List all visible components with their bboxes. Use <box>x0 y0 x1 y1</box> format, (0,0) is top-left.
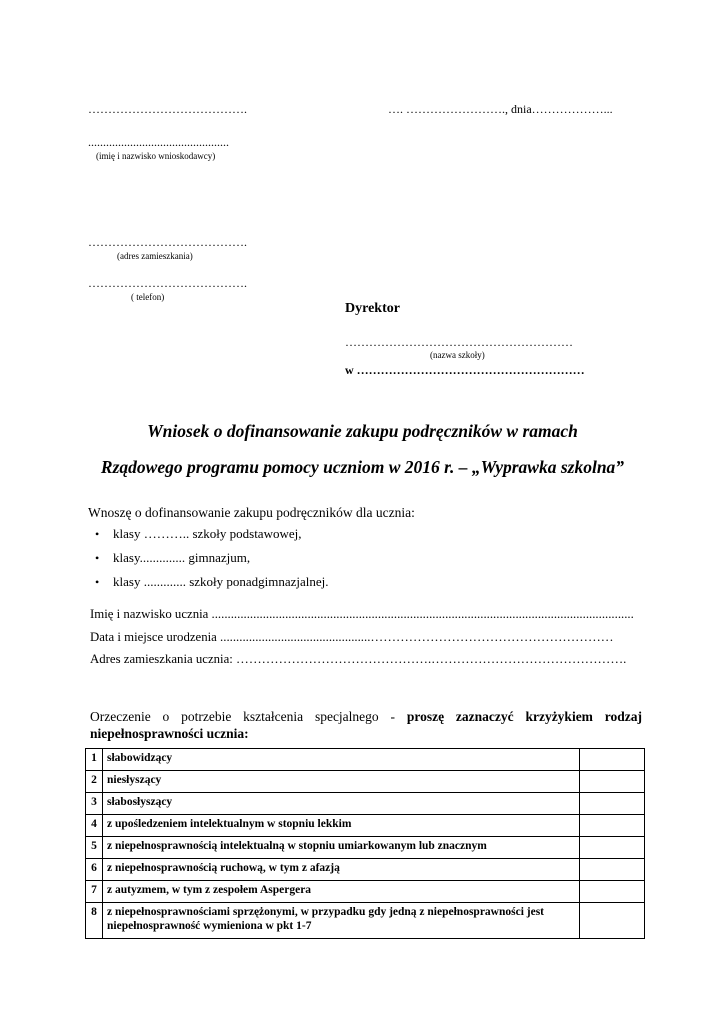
student-address-field[interactable]: Adres zamieszkania ucznia: ……………………………………….………………………………………. <box>90 652 627 666</box>
table-row <box>86 815 645 837</box>
table-row <box>86 859 645 881</box>
class-item-gymnasium[interactable] <box>95 546 329 570</box>
bullet-icon: • <box>95 527 100 541</box>
mark-checkbox[interactable] <box>580 837 645 859</box>
instruction-text: Orzeczenie o potrzebie kształcenia specjalnego - <box>90 709 407 724</box>
row-number: 1 <box>86 749 103 771</box>
class-item-secondary[interactable] <box>95 570 329 594</box>
disability-table <box>85 748 645 939</box>
bullet-icon: • <box>95 575 100 589</box>
row-label: słabosłyszący <box>103 793 580 815</box>
student-birth-field[interactable]: Data i miejsce urodzenia ...............................................………………………………………………… <box>90 630 614 644</box>
instruction-emphasis: proszę zaznaczyć krzyżykiem rodzaj niepełnosprawności ucznia: <box>90 709 642 741</box>
school-name-field[interactable]: ………………………………………………… <box>345 335 573 349</box>
applicant-phone-field[interactable]: …………………………………. <box>88 276 247 290</box>
class-item-label: klasy.............. gimnazjum, <box>113 550 251 565</box>
document-title-line1: Wniosek o dofinansowanie zakupu podręczników w ramach <box>147 421 578 441</box>
row-number: 4 <box>86 815 103 837</box>
row-label: z upośledzeniem intelektualnym w stopniu lekkim <box>103 815 580 837</box>
bullet-icon: • <box>95 551 100 565</box>
school-location-field[interactable]: w ………………………………………………… <box>345 363 585 377</box>
class-item-label: klasy ……….. szkoły podstawowej, <box>113 526 302 541</box>
applicant-phone-caption: ( telefon) <box>131 292 165 302</box>
row-label: z niepełnosprawnością ruchową, w tym z afazją <box>103 859 580 881</box>
row-number: 2 <box>86 771 103 793</box>
row-number: 5 <box>86 837 103 859</box>
mark-checkbox[interactable] <box>580 881 645 903</box>
student-name-field[interactable]: Imię i nazwisko ucznia .................................................................................................................................... <box>90 607 634 621</box>
applicant-name-field[interactable]: ............................................... <box>88 135 229 149</box>
applicant-address-caption: (adres zamieszkania) <box>117 251 193 261</box>
row-number: 3 <box>86 793 103 815</box>
class-item-primary[interactable] <box>95 522 329 546</box>
mark-checkbox[interactable] <box>580 859 645 881</box>
row-label: z niepełnosprawnościami sprzężonymi, w przypadku gdy jedną z niepełnosprawności jest niepełnosprawność wymieniona w pkt 1-7 <box>103 903 580 939</box>
table-row <box>86 903 645 939</box>
row-number: 6 <box>86 859 103 881</box>
document-title-line2: Rządowego programu pomocy uczniom w 2016 r. – „Wyprawka szkolna” <box>100 457 625 477</box>
place-date-field[interactable]: …. ……………………., dnia………………... <box>388 102 613 116</box>
class-item-label: klasy ............. szkoły ponadgimnazjalnej. <box>113 574 329 589</box>
row-label: słabowidzący <box>103 749 580 771</box>
school-name-caption: (nazwa szkoły) <box>430 350 485 360</box>
applicant-address-field[interactable]: …………………………………. <box>88 235 247 249</box>
row-label: niesłyszący <box>103 771 580 793</box>
mark-checkbox[interactable] <box>580 771 645 793</box>
applicant-name-caption: (imię i nazwisko wnioskodawcy) <box>96 151 216 161</box>
row-label: z niepełnosprawnością intelektualną w stopniu umiarkowanym lub znacznym <box>103 837 580 859</box>
disability-instruction <box>90 708 642 742</box>
row-number: 8 <box>86 903 103 939</box>
mark-checkbox[interactable] <box>580 815 645 837</box>
table-row <box>86 771 645 793</box>
applicant-field-top[interactable]: …………………………………. <box>88 102 247 116</box>
recipient-title: Dyrektor <box>345 301 400 316</box>
request-intro: Wnoszę o dofinansowanie zakupu podręczników dla ucznia: <box>88 505 415 520</box>
mark-checkbox[interactable] <box>580 793 645 815</box>
table-row <box>86 881 645 903</box>
table-row <box>86 837 645 859</box>
table-row <box>86 749 645 771</box>
mark-checkbox[interactable] <box>580 903 645 939</box>
mark-checkbox[interactable] <box>580 749 645 771</box>
row-number: 7 <box>86 881 103 903</box>
class-list <box>95 522 329 594</box>
table-row <box>86 793 645 815</box>
row-label: z autyzmem, w tym z zespołem Aspergera <box>103 881 580 903</box>
